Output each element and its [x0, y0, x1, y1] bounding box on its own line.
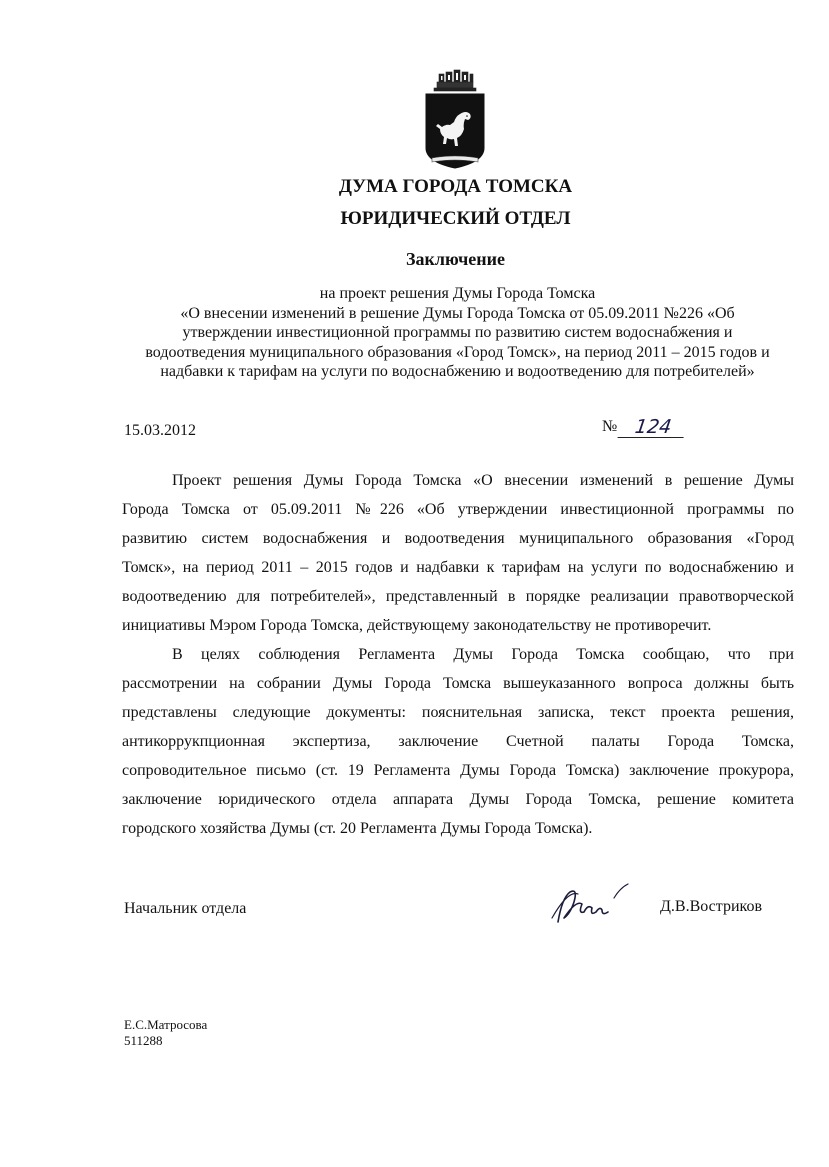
body-line: Города Томска от 05.09.2011 №226 «Об утверждении инвестиционной программы по: [122, 501, 794, 518]
body-line: В целях соблюдения Регламента Думы Города Томска сообщаю, что при: [172, 646, 794, 663]
subject-line: утверждении инвестиционной программы по развитию систем водоснабжения и: [182, 324, 733, 341]
body-line: сопроводительное письмо (ст. 19 Регламента Думы Города Томска) заключение прокурора,: [122, 762, 794, 779]
body-line: инициативы Мэром Города Томска, действующему законодательству не противоречит.: [122, 617, 712, 634]
organization-title: ДУМА ГОРОДА ТОМСКА: [338, 176, 573, 197]
document-number: [602, 417, 685, 438]
body-line: Проект решения Думы Города Томска «О внесении изменений в решение Думы: [172, 472, 794, 489]
subject-line: «О внесении изменений в решение Думы Города Томска от 05.09.2011 №226 «Об: [180, 304, 735, 322]
document-date: 15.03.2012: [124, 422, 196, 439]
number-value: 124: [618, 417, 687, 438]
tomsk-coat-of-arms-icon: [420, 66, 490, 176]
signer-position: Начальник отдела: [124, 900, 247, 917]
number-label: №: [602, 418, 618, 435]
subject-line: на проект решения Думы Города Томска: [319, 285, 596, 302]
subject-line: надбавки к тарифам на услуги по водоснабжению и водоотведению для потребителей»: [160, 363, 755, 380]
body-line: развитию систем водоснабжения и водоотведения муниципального образования «Город: [122, 530, 794, 547]
body-line: представлены следующие документы: пояснительная записка, текст проекта решения,: [122, 704, 794, 721]
subject-line: водоотведения муниципального образования «Город Томск», на период 2011 – 2015 годов и: [145, 343, 770, 361]
signer-name: Д.В.Востриков: [660, 898, 763, 915]
document-subject: [100, 284, 815, 382]
document-type-title: Заключение: [406, 249, 505, 269]
executor-info: [124, 1017, 207, 1049]
handwritten-signature-icon: [548, 878, 638, 930]
executor-phone: 511288: [124, 1033, 163, 1048]
body-line: городского хозяйства Думы (ст. 20 Регламента Думы Города Томска).: [122, 820, 593, 837]
body-line: водоотведению для потребителей», представленный в порядке реализации правотворческой: [122, 588, 794, 605]
body-line: Томск», на период 2011 – 2015 годов и надбавки к тарифам на услуги по водоснабжению и: [122, 559, 794, 576]
body-line: антикоррукпционная экспертиза, заключение Счетной палаты Города Томска,: [122, 733, 794, 750]
document-body: [122, 466, 794, 843]
department-title: ЮРИДИЧЕСКИЙ ОТДЕЛ: [340, 208, 571, 229]
body-line: рассмотрении на собрании Думы Города Томска вышеуказанного вопроса должны быть: [122, 675, 794, 692]
body-line: заключение юридического отдела аппарата Думы Города Томска, решение комитета: [122, 791, 794, 808]
executor-name: Е.С.Матросова: [124, 1017, 208, 1032]
